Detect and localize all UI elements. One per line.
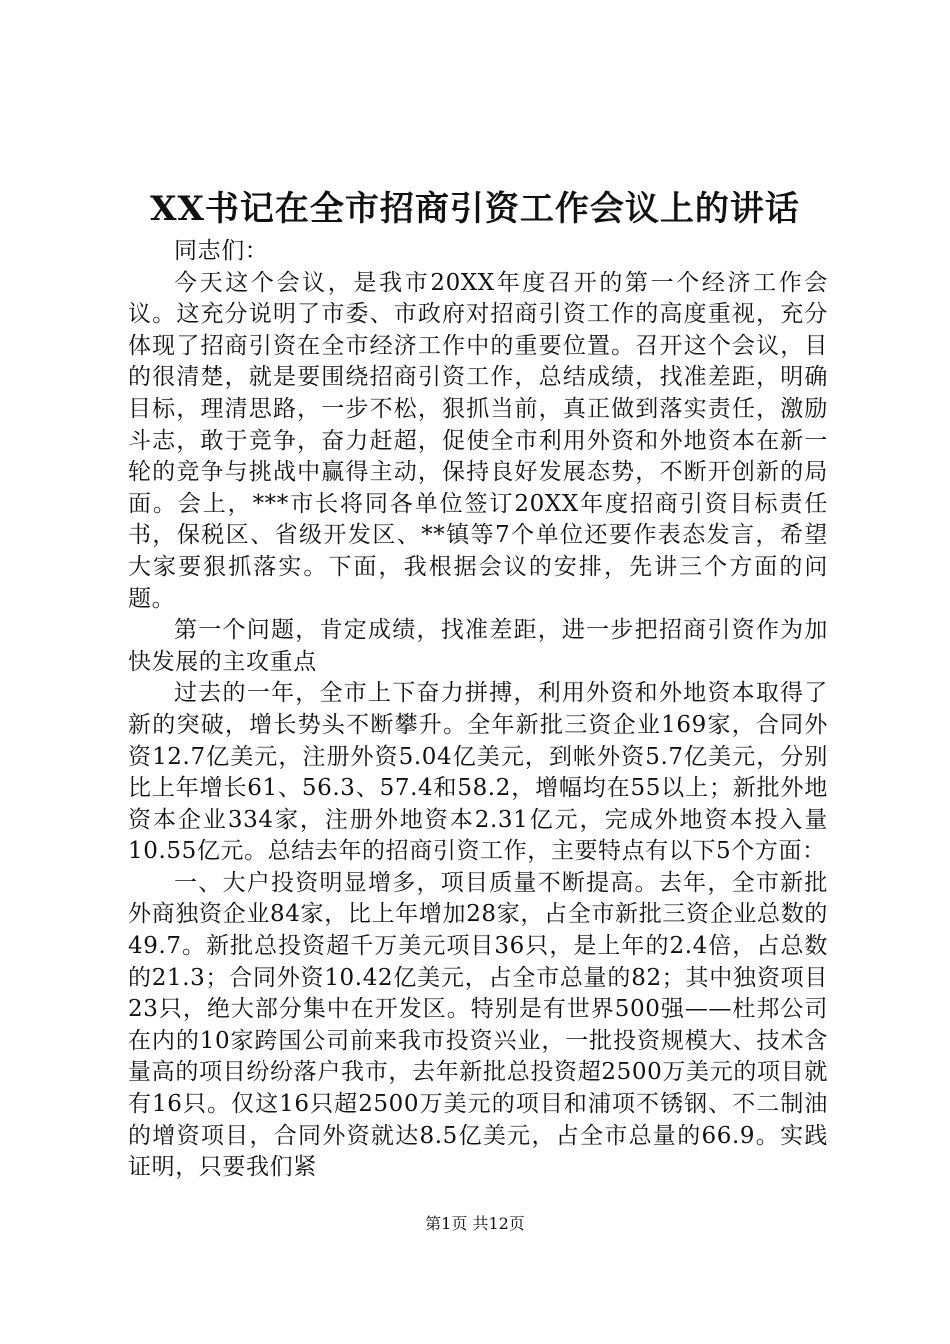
paragraph-opening: 今天这个会议，是我市20XX年度召开的第一个经济工作会议。这充分说明了市委、市政府对招商引资工作的高度重视，充分体现了招商引资在全市经济工作中的重要位置。召开这个会议，目的很清楚，就是要围绕招商引资工作，总结成绩，找准差距，明确目标，理清思路，一步不松，狠抓当前，真正做到落实责任，激励斗志，敢于竞争，奋力赶超，促使全市利用外资和外地资本在新一轮的竞争与挑战中赢得主动，保持良好发展态势，不断开创新的局面。会上，***市长将同各单位签订20XX年度招商引资目标责任书，保税区、省级开发区、**镇等7个单位还要作表态发言，希望大家要狠抓落实。下面，我根据会议的安排，先讲三个方面的问题。: [128, 269, 828, 612]
page-footer: 第1页 共12页: [425, 1214, 525, 1233]
paragraph-salutation: 同志们：: [174, 238, 269, 264]
paragraph-achievements: 过去的一年，全市上下奋力拼搏，利用外资和外地资本取得了新的突破，增长势头不断攀升。全年新批三资企业169家，合同外资12.7亿美元，注册外资5.04亿美元，到帐外资5.7亿美元，分别比上年增长61、56.3、57.4和58.2，增幅均在55以上；新批外地资本企业334家，注册外地资本2.31亿元，完成外地资本投入量10.55亿元。总结去年的招商引资工作，主要特点有以下5个方面：: [128, 680, 828, 865]
document-body: [128, 236, 828, 1184]
page-title: XX书记在全市招商引资工作会议上的讲话: [150, 189, 800, 229]
paragraph-point-one: 一、大户投资明显增多，项目质量不断提高。去年，全市新批外商独资企业84家，比上年增加28家，占全市新批三资企业总数的49.7。新批总投资超千万美元项目36只，是上年的2.4倍，占总数的21.3；合同外资10.42亿美元，占全市总量的82；其中独资项目23只，绝大部分集中在开发区。特别是有世界500强——杜邦公司在内的10家跨国公司前来我市投资兴业，一批投资规模大、技术含量高的项目纷纷落户我市，去年新批总投资超2500万美元的项目就有16只。仅这16只超2500万美元的项目和浦项不锈钢、不二制油的增资项目，合同外资就达8.5亿美元，占全市总量的66.9。实践证明，只要我们紧: [128, 869, 828, 1181]
paragraph-section-heading: 第一个问题，肯定成绩，找准差距，进一步把招商引资作为加快发展的主攻重点: [128, 617, 828, 675]
